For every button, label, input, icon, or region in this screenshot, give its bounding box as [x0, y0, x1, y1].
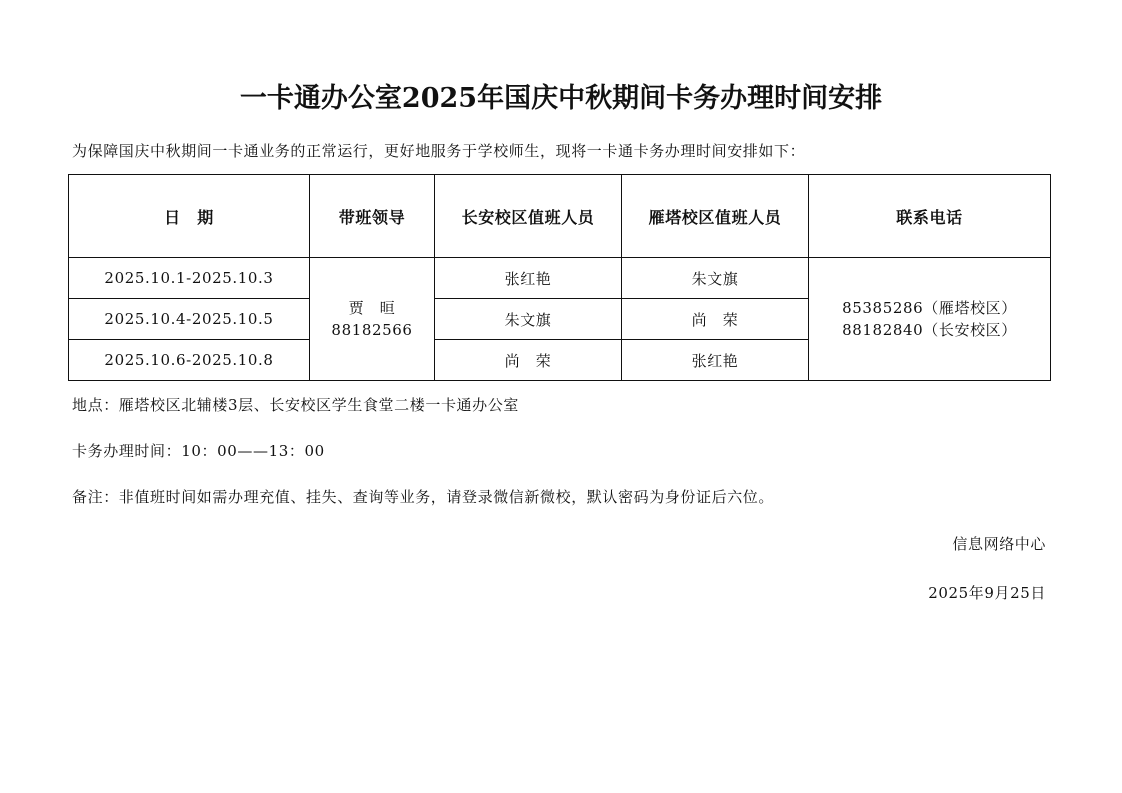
- row-yanta-staff: 尚 荣: [622, 299, 809, 340]
- leader-cell: [310, 258, 435, 381]
- leader-name: 贾 晅: [348, 299, 396, 317]
- row-yanta-staff: 朱文旗: [622, 258, 809, 299]
- header-yanta-staff: 雁塔校区值班人员: [622, 175, 809, 258]
- header-leader: 带班领导: [310, 175, 435, 258]
- row-date: 2025.10.6-2025.10.8: [69, 340, 310, 381]
- phone-yanta: 85385286（雁塔校区）: [842, 299, 1017, 317]
- phone-changan: 88182840（长安校区）: [842, 321, 1017, 339]
- row-changan-staff: 朱文旗: [435, 299, 622, 340]
- table-row: [69, 258, 1051, 299]
- location-text: 地点：雁塔校区北辅楼3层、长安校区学生食堂二楼一卡通办公室: [72, 396, 519, 414]
- signature: 信息网络中心: [952, 535, 1046, 553]
- row-date: 2025.10.1-2025.10.3: [69, 258, 310, 299]
- document-date: 2025年9月25日: [928, 584, 1046, 602]
- header-phone: 联系电话: [809, 175, 1051, 258]
- row-date: 2025.10.4-2025.10.5: [69, 299, 310, 340]
- table-header-row: [69, 175, 1051, 258]
- leader-phone: 88182566: [331, 321, 413, 339]
- intro-paragraph: 为保障国庆中秋期间一卡通业务的正常运行，更好地服务于学校师生，现将一卡通卡务办理时间安排如下：: [72, 142, 806, 160]
- phone-cell: [809, 258, 1051, 381]
- row-changan-staff: 尚 荣: [435, 340, 622, 381]
- row-changan-staff: 张红艳: [435, 258, 622, 299]
- row-yanta-staff: 张红艳: [622, 340, 809, 381]
- header-date: 日 期: [69, 175, 310, 258]
- note-text: 备注：非值班时间如需办理充值、挂失、查询等业务，请登录微信新微校，默认密码为身份证后六位。: [72, 488, 775, 506]
- header-changan-staff: 长安校区值班人员: [435, 175, 622, 258]
- hours-text: 卡务办理时间：10：00——13：00: [72, 442, 325, 460]
- schedule-table: [68, 174, 1051, 381]
- document-title: 一卡通办公室2025年国庆中秋期间卡务办理时间安排: [239, 83, 883, 114]
